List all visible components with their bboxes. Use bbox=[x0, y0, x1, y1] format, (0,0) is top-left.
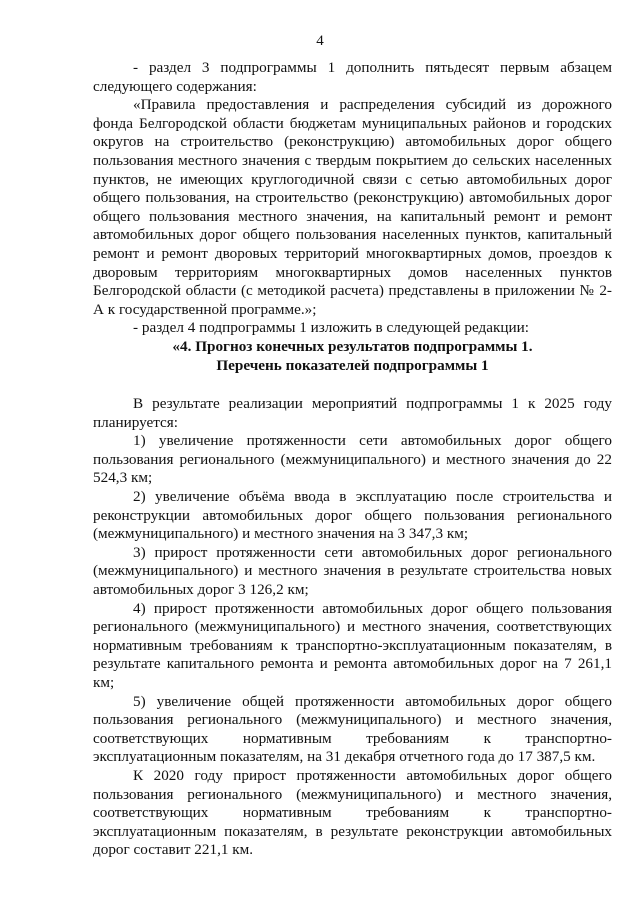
list-item-4: 4) прирост протяженности автомобильных дорог общего пользования регионального (межмуниципального) и местного значения, соответствующих нормативным требованиям к транспортно-эксплуатационным показателям, в результате капитального ремонта и ремонта автомобильных дорог на 7 261,1 км; bbox=[93, 599, 612, 691]
list-item-2: 2) увеличение объёма ввода в эксплуатацию после строительства и реконструкции автомобильных дорог общего пользования регионального (межмуниципального) и местного значения на 3 347,3 км; bbox=[93, 488, 612, 543]
paragraph-section4-amendment: - раздел 4 подпрограммы 1 изложить в следующей редакции: bbox=[133, 319, 529, 337]
list-item-3: 3) прирост протяженности сети автомобильных дорог регионального (межмуниципального) и местного значения в результате строительства новых автомобильных дорог 3 126,2 км; bbox=[93, 543, 612, 599]
paragraph-subsidy-rules: «Правила предоставления и распределения субсидий из дорожного фонда Белгородской области бюджетам муниципальных районов и городских округов на строительство (реконструкцию) автомобильных дорог общего пользования местного значения с твердым покрытием до сельских населенных пунктов, не имеющих круглогодичной связи с сетью автомобильных дорог общего пользования, на строительство (реконструкцию) автомобильных дорог общего пользования местного значения, на капитальный ремонт и ремонт автомобильных дорог общего пользования населенных пунктов, капитальный ремонт и ремонт дворовых территорий многоквартирных домов, проездов к дворовым территориям многоквартирных домов населенных пунктов Белгородской области (с методикой расчета) представлены в приложении № 2-А к государственной программе.»; bbox=[93, 96, 612, 318]
paragraph-intro-2025: В результате реализации мероприятий подпрограммы 1 к 2025 году планируется: bbox=[93, 395, 612, 431]
section-heading-line1: «4. Прогноз конечных результатов подпрограммы 1. bbox=[172, 337, 533, 355]
paragraph-section3-amendment: - раздел 3 подпрограммы 1 дополнить пятьдесят первым абзацем следующего содержания: bbox=[93, 59, 612, 95]
section-heading-line2: Перечень показателей подпрограммы 1 bbox=[216, 356, 489, 374]
list-item-1: 1) увеличение протяженности сети автомобильных дорог общего пользования регионального (межмуниципального) и местного значения до 22 524,3 км; bbox=[93, 432, 612, 487]
list-item-5: 5) увеличение общей протяженности автомобильных дорог общего пользования регионального (межмуниципального) и местного значения, соответствующих нормативным требованиям к транспортно-эксплуатационным показателям, на 31 декабря отчетного года до 17 387,5 км. bbox=[93, 692, 612, 766]
page-number: 4 bbox=[316, 33, 324, 49]
document-body bbox=[93, 59, 612, 860]
paragraph-2020-result: К 2020 году прирост протяженности автомобильных дорог общего пользования регионального (межмуниципального) и местного значения, соответствующих нормативным требованиям к транспортно-эксплуатационным показателям, в результате реконструкции автомобильных дорог составит 221,1 км. bbox=[93, 766, 612, 859]
spacer bbox=[93, 375, 612, 395]
